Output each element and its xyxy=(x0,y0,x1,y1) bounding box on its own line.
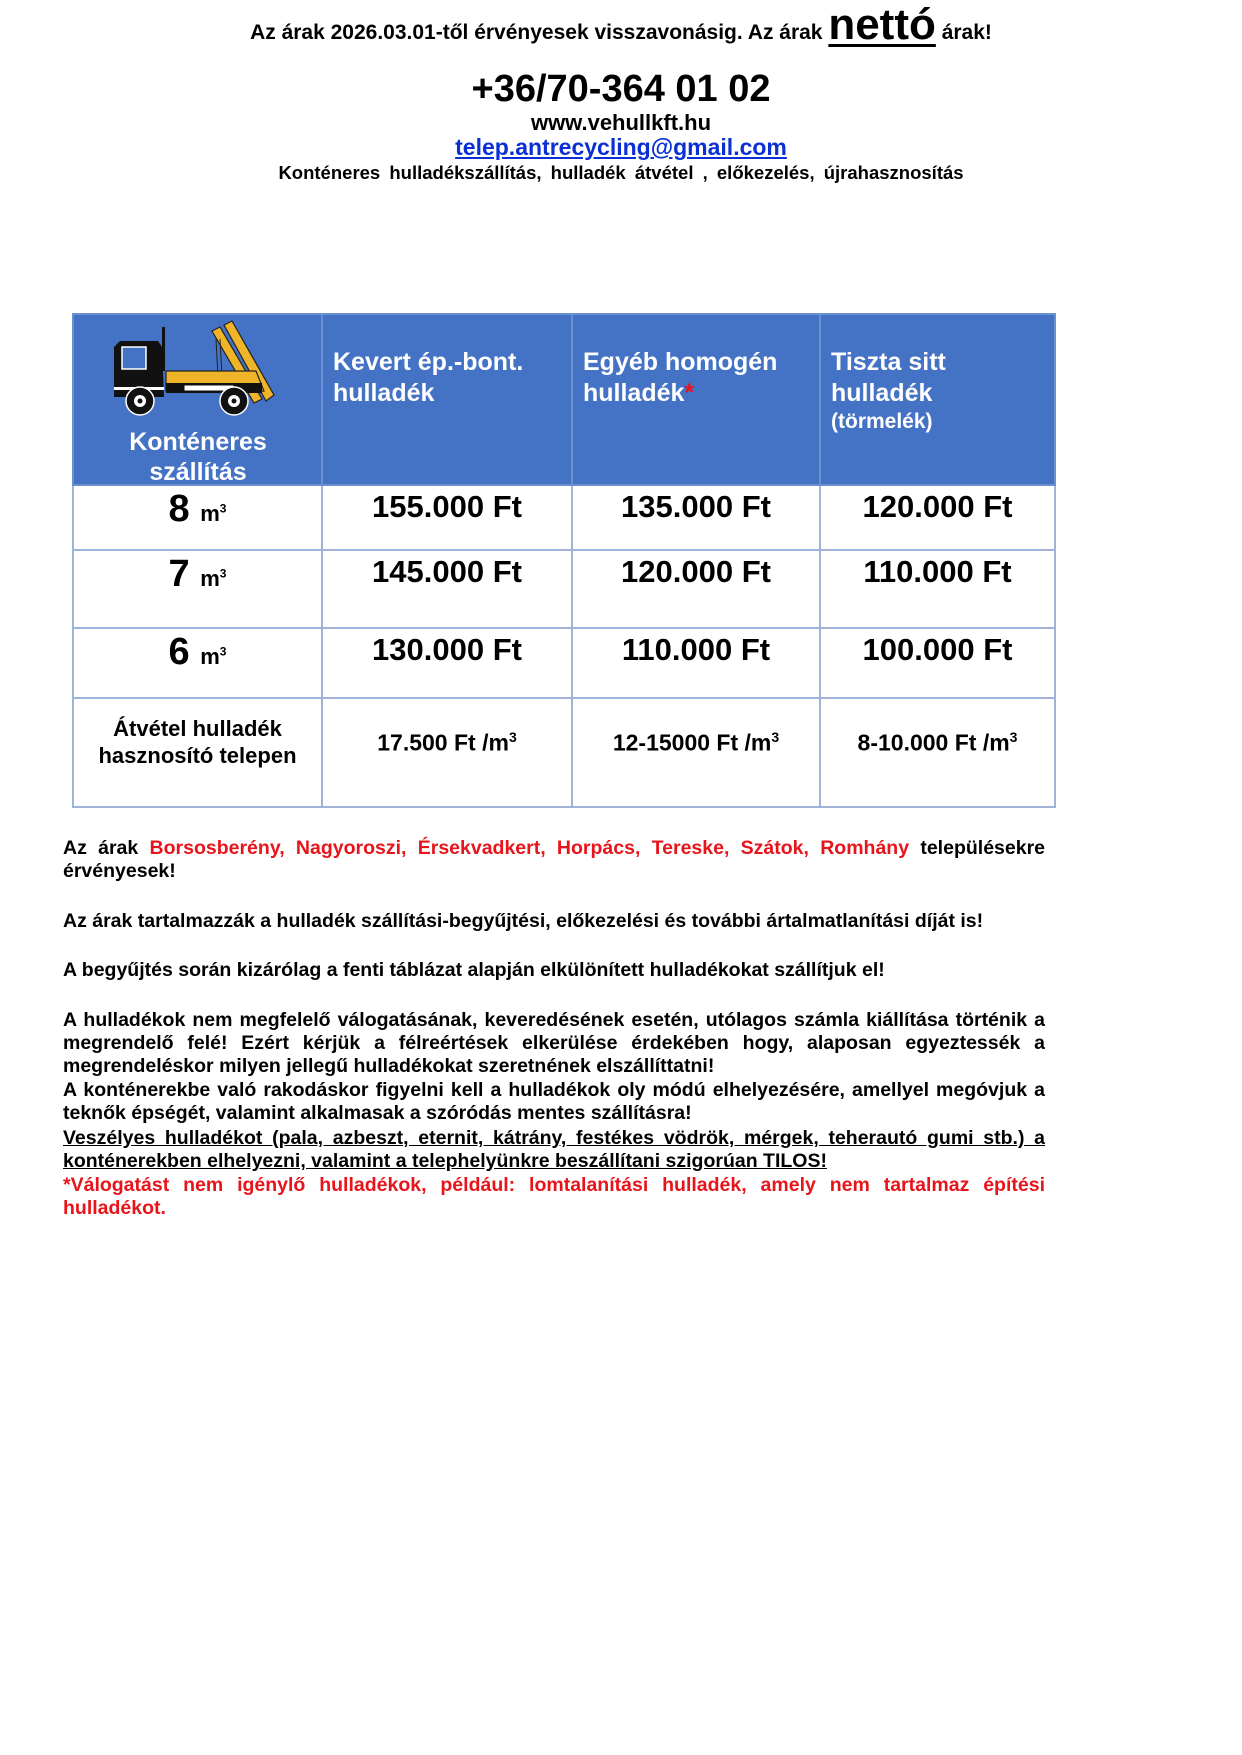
size-unit: $m^3$ xyxy=(200,566,227,591)
table-header-row xyxy=(73,314,1055,485)
note-text: településekre érvényesek! xyxy=(63,837,1046,882)
price-cell: 110.000 Ft xyxy=(572,628,820,698)
container-size-cell xyxy=(73,628,322,698)
note-sorting-penalty: A hulladékok nem megfelelő válogatásának, keveredésének esetén, utólagos számla kiállítása történik a megrendelő felé! Ezért kérjük a félreértések elkerülése érdekében hogy, alaposan egyeztessék a megrendeléskor milyen jellegű hulladékokat szeretnének elszállíttatni! xyxy=(63,1009,1045,1077)
town-list: Borsosberény, Nagyoroszi, Érsekvadkert, Horpács, Tereske, Szátok, Romhány xyxy=(149,837,910,859)
header-corner-cell xyxy=(73,314,322,485)
corner-label-line2: szállítás xyxy=(149,458,247,486)
table-row xyxy=(73,550,1055,628)
validity-prefix: Az árak 2026.03.01-től érvényesek visszavonásig. Az árak xyxy=(250,21,829,44)
note-hazardous-prohibited: Veszélyes hulladékot (pala, azbeszt, eternit, kátrány, festékes vödrök, mérgek, teherautó gumi stb.) a konténerekben elhelyezni, valamint a telephelyünkre beszállítani szigorúan TILOS! xyxy=(63,1127,1045,1172)
column-header-other-homogeneous xyxy=(572,314,820,485)
validity-notice xyxy=(0,0,1242,50)
note-separated-waste: A begyűjtés során kizárólag a fenti táblázat alapján elkülönített hulladékokat szállítjuk el! xyxy=(63,959,885,981)
size-unit: $m^3$ xyxy=(200,644,227,669)
column-header-line2: hulladék xyxy=(583,379,685,407)
price-cell: 120.000 Ft xyxy=(572,550,820,628)
container-size: 7 xyxy=(168,553,190,595)
netto-emphasis: nettó xyxy=(828,0,936,49)
price-cell: 120.000 Ft xyxy=(820,485,1055,550)
validity-suffix: árak! xyxy=(935,21,992,44)
intake-label-line2: hasznosító telepen xyxy=(98,743,297,768)
price-cell: 145.000 Ft xyxy=(322,550,572,628)
note-text: Az árak xyxy=(63,837,150,859)
column-header-line2: hulladék xyxy=(831,379,933,407)
intake-row xyxy=(73,698,1055,807)
intake-price-cell: 12-15000 Ft $/m^3$ xyxy=(572,698,820,807)
services-tagline: Konténeres hulladékszállítás, hulladék átvétel , előkezelés, újrahasznosítás xyxy=(278,162,964,183)
container-transport-label xyxy=(74,427,322,487)
corner-label-line1: Konténeres xyxy=(129,428,267,456)
column-header-line2: hulladék xyxy=(333,379,435,407)
column-header-clean-rubble xyxy=(820,314,1055,485)
skip-loader-truck-icon xyxy=(106,317,276,417)
column-header-mixed-construction xyxy=(322,314,572,485)
container-size-cell xyxy=(73,550,322,628)
note-loading: A konténerekbe való rakodáskor figyelni kell a hulladékok oly módú elhelyezésére, amellyel megóvjuk a teknők épségét, valamint alkalmasak a szóródás mentes szállításra! xyxy=(63,1079,1045,1124)
price-cell: 100.000 Ft xyxy=(820,628,1055,698)
column-header-sub: (törmelék) xyxy=(831,410,933,433)
column-header-line1: Egyéb homogén xyxy=(583,348,778,376)
container-size: 8 xyxy=(168,488,190,530)
email-link[interactable]: telep.antrecycling@gmail.com xyxy=(455,134,787,160)
container-size-cell xyxy=(73,485,322,550)
table-row xyxy=(73,485,1055,550)
price-cell: 155.000 Ft xyxy=(322,485,572,550)
price-cell: 110.000 Ft xyxy=(820,550,1055,628)
note-towns xyxy=(63,837,1045,883)
intake-price-cell: 8-10.000 Ft $/m^3$ xyxy=(820,698,1055,807)
price-cell: 130.000 Ft xyxy=(322,628,572,698)
size-unit: $m^3$ xyxy=(200,501,227,526)
table-row xyxy=(73,628,1055,698)
phone-number: +36/70-364 01 02 xyxy=(471,68,771,110)
intake-label-line1: Átvétel hulladék xyxy=(113,716,282,741)
intake-label-cell xyxy=(73,698,322,807)
intake-price-cell: 17.500 Ft $/m^3$ xyxy=(322,698,572,807)
footnote-asterisk: * xyxy=(684,379,695,407)
website-url[interactable]: www.vehullkft.hu xyxy=(530,110,712,135)
note-footnote-asterisk: *Válogatást nem igénylő hulladékok, például: lomtalanítási hulladék, amely nem tartalmaz építési hulladékot. xyxy=(63,1174,1045,1219)
price-table xyxy=(72,313,1056,808)
column-header-line1: Kevert ép.-bont. xyxy=(333,348,524,376)
column-header-line1: Tiszta sitt xyxy=(831,348,946,376)
email-line xyxy=(0,134,1242,161)
note-price-includes: Az árak tartalmazzák a hulladék szállítási-begyűjtési, előkezelési és további ártalmatlanítási díját is! xyxy=(63,910,984,932)
price-cell: 135.000 Ft xyxy=(572,485,820,550)
container-size: 6 xyxy=(168,631,190,673)
